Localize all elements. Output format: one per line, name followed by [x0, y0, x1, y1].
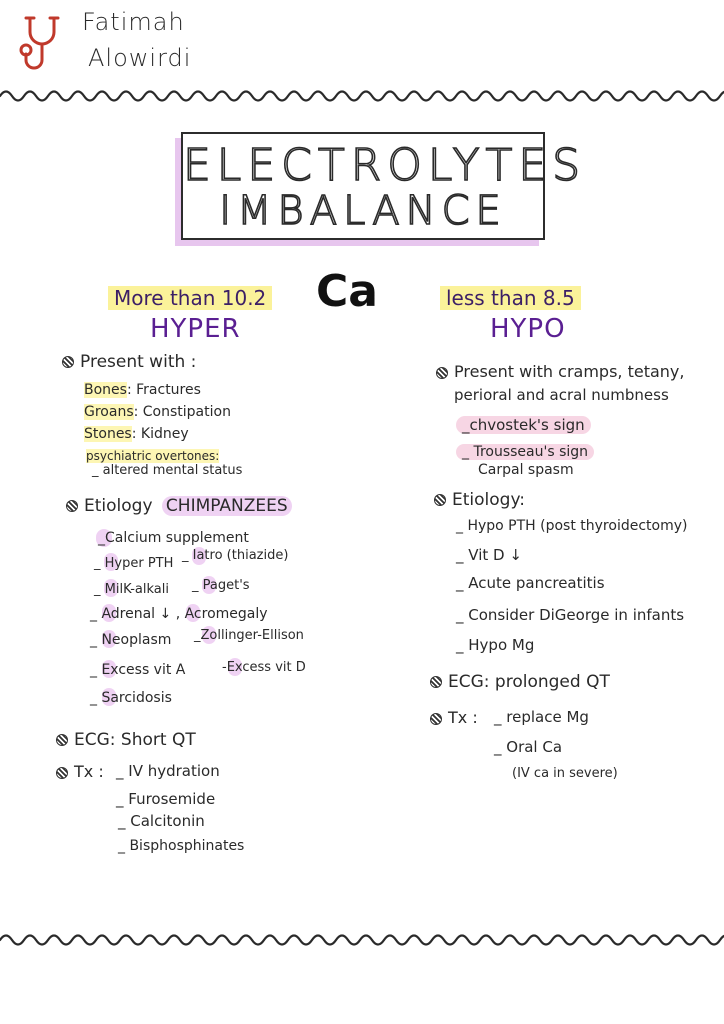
- present-value: Constipation: [142, 404, 231, 420]
- hypo-sign: [456, 416, 591, 434]
- stethoscope-icon: [12, 12, 68, 78]
- hyper-ecg: [56, 730, 196, 750]
- wave-divider-top: [0, 84, 724, 108]
- hypo-label: HYPO: [490, 314, 566, 344]
- hyper-tx-item: _ IV hydration: [116, 762, 220, 780]
- present-key: Stones: [84, 426, 132, 442]
- hyper-tx-item: _ Bisphosphinates: [118, 838, 245, 854]
- hypo-sign: [456, 444, 594, 460]
- hypo-tx-item: _ replace Mg: [494, 708, 589, 726]
- hyper-etiology-mnemonic: CHIMPANZEES: [162, 496, 292, 516]
- hyper-etiology-label: Etiology: [84, 496, 153, 516]
- hypo-sign-text: _chvostek's sign: [456, 416, 591, 434]
- hyper-etiology-item: -Excess vit D: [222, 660, 306, 675]
- hyper-label: HYPER: [150, 314, 241, 344]
- present-sep: :: [133, 404, 139, 420]
- hyper-present-heading-text: Present with :: [80, 352, 197, 372]
- title-box: [181, 132, 587, 240]
- hyper-etiology-item: _ Sarcidosis: [90, 690, 172, 706]
- hyper-tx-item: _ Calcitonin: [118, 812, 205, 830]
- hypo-range-text: less than 8.5: [440, 286, 581, 310]
- present-key: Bones: [84, 382, 127, 398]
- present-sep: :: [126, 382, 132, 398]
- hyper-present-item: [84, 404, 231, 420]
- hypo-etiology-item: _ Vit D ↓: [456, 546, 522, 564]
- author-last-name: Alowirdi: [88, 44, 192, 72]
- hypo-etiology-item: _ Consider DiGeorge in infants: [456, 606, 685, 624]
- bullet-icon: [56, 734, 68, 746]
- hypo-tx-label: [430, 708, 478, 727]
- bullet-icon: [434, 494, 446, 506]
- hypo-etiology-item: _ Hypo PTH (post thyroidectomy): [456, 518, 688, 534]
- title-line-1: ELECTROLYTES: [183, 140, 587, 191]
- hyper-etiology-item: _ Hyper PTH: [94, 556, 174, 571]
- hyper-present-heading: [62, 352, 196, 372]
- hypo-etiology-label: Etiology:: [452, 490, 525, 510]
- hyper-etiology-item: _ Excess vit A: [90, 662, 186, 678]
- bullet-icon: [436, 367, 448, 379]
- hyper-etiology-item: _Calcium supplement: [98, 530, 249, 546]
- hyper-psych-key: [86, 449, 219, 463]
- hyper-etiology-item: _ Iatro (thiazide): [182, 548, 289, 563]
- hyper-tx-label-text: Tx :: [74, 762, 104, 781]
- psych-key-text: psychiatric overtones:: [86, 449, 220, 463]
- hypo-etiology-item: _ Hypo Mg: [456, 636, 535, 654]
- hypo-tx-item: (IV ca in severe): [512, 766, 618, 781]
- hypo-tx-item: _ Oral Ca: [494, 738, 563, 756]
- present-key: Groans: [84, 404, 134, 420]
- hyper-psych-value: _ altered mental status: [92, 463, 243, 478]
- bullet-icon: [56, 767, 68, 779]
- hyper-etiology-item: _ MilK-alkali: [94, 582, 169, 597]
- hyper-range: [108, 286, 272, 310]
- wave-divider-bottom: [0, 928, 724, 952]
- hyper-etiology-heading: [66, 496, 292, 516]
- hypo-etiology-heading: [434, 490, 525, 510]
- hypo-ecg-text: ECG: prolonged QT: [448, 672, 610, 692]
- hyper-range-text: More than 10.2: [108, 286, 272, 310]
- hypo-etiology-item: _ Acute pancreatitis: [456, 574, 605, 592]
- hyper-tx-item: _ Furosemide: [116, 790, 216, 808]
- bullet-icon: [430, 713, 442, 725]
- hypo-present-line-1: [436, 362, 684, 381]
- hypo-ecg: [430, 672, 610, 692]
- hypo-sign-text: _ Trousseau's sign: [456, 444, 594, 460]
- hyper-tx-label: [56, 762, 104, 781]
- hypo-present-line-2: perioral and acral numbness: [454, 386, 669, 404]
- bullet-icon: [430, 676, 442, 688]
- element-symbol: Ca: [316, 266, 378, 317]
- hypo-sign-note: Carpal spasm: [478, 462, 574, 478]
- author-first-name: Fatimah: [82, 8, 185, 36]
- title-line-2: IMBALANCE: [219, 188, 507, 234]
- hypo-present-line-1-text: Present with cramps, tetany,: [454, 362, 685, 381]
- hyper-etiology-item: _ Neoplasm: [90, 632, 172, 648]
- hyper-ecg-text: ECG: Short QT: [74, 730, 196, 750]
- bullet-icon: [66, 500, 78, 512]
- hyper-present-item: [84, 382, 201, 398]
- hyper-etiology-item: _Zollinger-Ellison: [194, 628, 304, 643]
- present-value: Fractures: [136, 382, 201, 398]
- bullet-icon: [62, 356, 74, 368]
- hyper-etiology-item: _ Paget's: [192, 578, 250, 593]
- hypo-range: [440, 286, 581, 310]
- hypo-tx-label-text: Tx :: [448, 708, 478, 727]
- present-sep: :: [131, 426, 137, 442]
- present-value: Kidney: [140, 426, 189, 442]
- hyper-etiology-item: _ Adrenal ↓ , Acromegaly: [90, 606, 268, 622]
- hyper-present-item: [84, 426, 189, 442]
